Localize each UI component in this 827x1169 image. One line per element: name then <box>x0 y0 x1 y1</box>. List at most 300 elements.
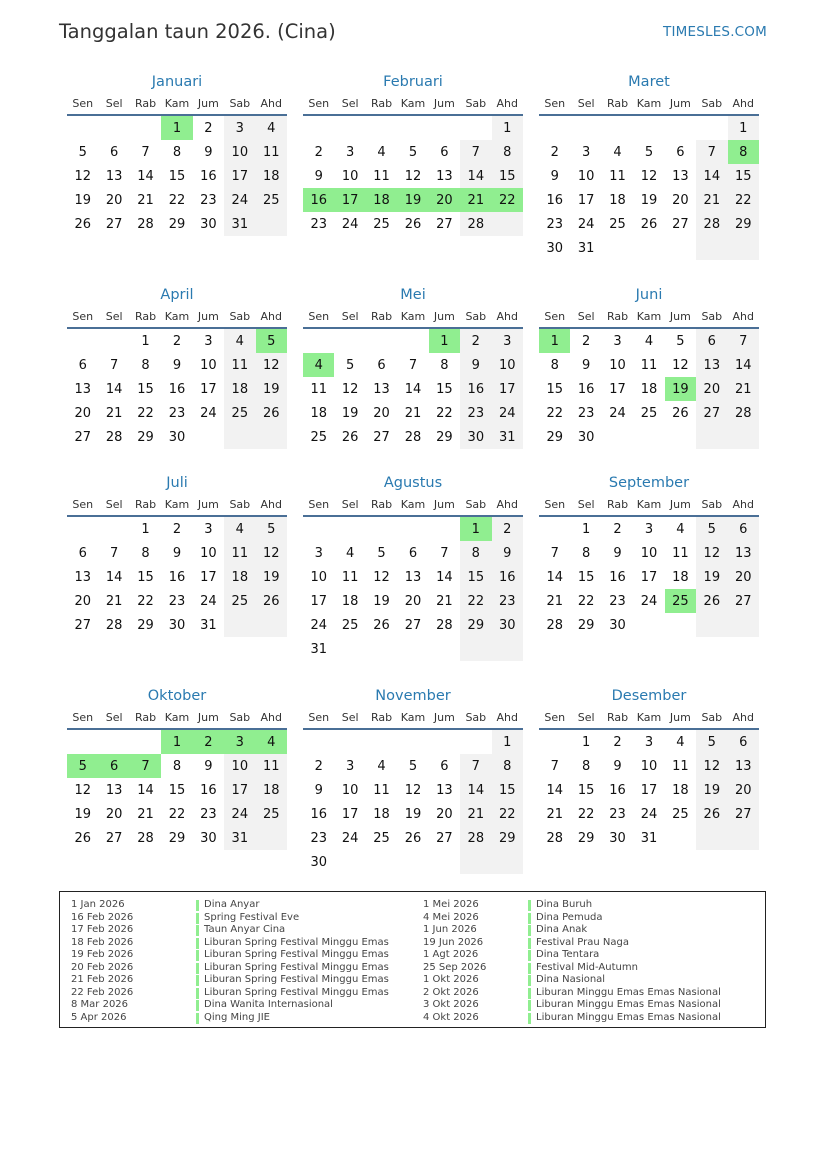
day-cell[interactable]: 12 <box>373 569 390 585</box>
day-cell[interactable]: 18 <box>672 782 689 798</box>
day-cell[interactable]: 2 <box>314 758 323 774</box>
day-cell[interactable]: 5 <box>408 144 418 160</box>
day-cell[interactable]: 25 <box>224 401 255 425</box>
day-cell[interactable]: 11 <box>640 357 658 373</box>
day-cell[interactable]: 3 <box>644 521 654 537</box>
day-cell[interactable]: 14 <box>460 778 491 802</box>
day-cell[interactable]: 10 <box>609 357 626 373</box>
day-cell[interactable]: 3 <box>613 333 622 349</box>
day-cell[interactable]: 14 <box>105 381 123 397</box>
day-cell[interactable]: 2 <box>550 144 559 160</box>
day-cell[interactable]: 15 <box>137 381 154 397</box>
day-cell[interactable]: 13 <box>728 754 759 778</box>
day-cell[interactable]: 28 <box>696 212 727 236</box>
day-cell[interactable]: 15 <box>492 778 523 802</box>
day-cell[interactable]: 19 <box>404 806 422 822</box>
day-cell[interactable]: 28 <box>546 830 563 846</box>
day-cell[interactable]: 4 <box>256 729 287 754</box>
day-cell[interactable]: 17 <box>577 192 595 208</box>
day-cell[interactable]: 23 <box>460 401 491 425</box>
day-cell[interactable]: 17 <box>224 164 255 188</box>
day-cell[interactable]: 19 <box>640 192 658 208</box>
day-cell[interactable]: 21 <box>696 188 727 212</box>
day-cell[interactable]: 8 <box>728 140 759 164</box>
day-cell[interactable]: 20 <box>728 565 759 589</box>
day-cell[interactable]: 28 <box>105 617 123 633</box>
day-cell[interactable]: 28 <box>460 212 491 236</box>
day-cell[interactable]: 20 <box>436 806 453 822</box>
day-cell[interactable]: 2 <box>172 333 182 349</box>
day-cell[interactable]: 13 <box>105 782 123 798</box>
day-cell[interactable]: 22 <box>137 405 154 421</box>
day-cell[interactable]: 27 <box>696 401 727 425</box>
day-cell[interactable]: 4 <box>224 516 255 541</box>
day-cell[interactable]: 15 <box>728 164 759 188</box>
day-cell[interactable]: 16 <box>303 188 334 212</box>
day-cell[interactable]: 12 <box>696 754 727 778</box>
day-cell[interactable]: 27 <box>728 589 759 613</box>
day-cell[interactable]: 17 <box>200 569 217 585</box>
day-cell[interactable]: 16 <box>460 377 491 401</box>
day-cell[interactable]: 11 <box>341 569 359 585</box>
day-cell[interactable]: 29 <box>137 617 154 633</box>
day-cell[interactable]: 29 <box>137 429 154 445</box>
day-cell[interactable]: 22 <box>137 593 154 609</box>
day-cell[interactable]: 22 <box>492 802 523 826</box>
day-cell[interactable]: 23 <box>200 806 217 822</box>
day-cell[interactable]: 24 <box>341 216 359 232</box>
day-cell[interactable]: 7 <box>408 357 418 373</box>
day-cell[interactable]: 30 <box>609 617 626 633</box>
day-cell[interactable]: 31 <box>492 425 523 449</box>
day-cell[interactable]: 18 <box>310 405 327 421</box>
day-cell[interactable]: 7 <box>550 758 559 774</box>
day-cell[interactable]: 20 <box>74 593 91 609</box>
day-cell[interactable]: 6 <box>78 545 87 561</box>
day-cell[interactable]: 23 <box>492 589 523 613</box>
day-cell[interactable]: 23 <box>168 405 186 421</box>
day-cell[interactable]: 3 <box>224 729 255 754</box>
day-cell[interactable]: 4 <box>224 328 255 353</box>
day-cell[interactable]: 31 <box>577 240 595 256</box>
day-cell[interactable]: 11 <box>224 353 255 377</box>
day-cell[interactable]: 3 <box>204 333 213 349</box>
day-cell[interactable]: 26 <box>404 216 422 232</box>
day-cell[interactable]: 2 <box>492 516 523 541</box>
day-cell[interactable]: 28 <box>546 617 563 633</box>
day-cell[interactable]: 8 <box>581 758 591 774</box>
day-cell[interactable]: 18 <box>672 569 689 585</box>
day-cell[interactable]: 21 <box>546 593 563 609</box>
day-cell[interactable]: 8 <box>492 140 523 164</box>
day-cell[interactable]: 1 <box>460 516 491 541</box>
day-cell[interactable]: 20 <box>696 377 727 401</box>
day-cell[interactable]: 9 <box>204 144 213 160</box>
day-cell[interactable]: 29 <box>168 830 186 846</box>
day-cell[interactable]: 18 <box>256 778 287 802</box>
day-cell[interactable]: 4 <box>676 734 685 750</box>
day-cell[interactable]: 12 <box>640 168 658 184</box>
day-cell[interactable]: 28 <box>404 429 422 445</box>
day-cell[interactable]: 14 <box>137 782 154 798</box>
day-cell[interactable]: 12 <box>404 782 422 798</box>
day-cell[interactable]: 6 <box>98 754 129 778</box>
day-cell[interactable]: 25 <box>256 188 287 212</box>
day-cell[interactable]: 17 <box>224 778 255 802</box>
day-cell[interactable]: 13 <box>696 353 727 377</box>
day-cell[interactable]: 16 <box>200 782 217 798</box>
day-cell[interactable]: 11 <box>310 381 327 397</box>
day-cell[interactable]: 27 <box>74 429 91 445</box>
day-cell[interactable]: 22 <box>546 405 563 421</box>
day-cell[interactable]: 27 <box>436 216 453 232</box>
day-cell[interactable]: 21 <box>460 188 491 212</box>
day-cell[interactable]: 10 <box>640 545 658 561</box>
day-cell[interactable]: 1 <box>141 521 150 537</box>
day-cell[interactable]: 18 <box>341 593 359 609</box>
day-cell[interactable]: 17 <box>492 377 523 401</box>
day-cell[interactable]: 22 <box>436 405 453 421</box>
day-cell[interactable]: 28 <box>137 216 154 232</box>
day-cell[interactable]: 26 <box>74 216 91 232</box>
day-cell[interactable]: 26 <box>373 617 390 633</box>
day-cell[interactable]: 8 <box>440 357 449 373</box>
day-cell[interactable]: 28 <box>137 830 154 846</box>
day-cell[interactable]: 4 <box>303 353 334 377</box>
day-cell[interactable]: 12 <box>74 168 91 184</box>
day-cell[interactable]: 2 <box>314 144 323 160</box>
day-cell[interactable]: 26 <box>341 429 359 445</box>
day-cell[interactable]: 29 <box>546 429 563 445</box>
day-cell[interactable]: 23 <box>168 593 186 609</box>
day-cell[interactable]: 29 <box>460 613 491 637</box>
day-cell[interactable]: 30 <box>577 429 595 445</box>
day-cell[interactable]: 17 <box>341 806 359 822</box>
day-cell[interactable]: 14 <box>436 569 453 585</box>
day-cell[interactable]: 28 <box>460 826 491 850</box>
day-cell[interactable]: 21 <box>404 405 422 421</box>
day-cell[interactable]: 4 <box>256 115 287 140</box>
day-cell[interactable]: 5 <box>345 357 355 373</box>
day-cell[interactable]: 30 <box>168 617 186 633</box>
day-cell[interactable]: 16 <box>609 569 626 585</box>
day-cell[interactable]: 27 <box>105 216 123 232</box>
day-cell[interactable]: 19 <box>256 377 287 401</box>
day-cell[interactable]: 19 <box>256 565 287 589</box>
day-cell[interactable]: 25 <box>373 830 390 846</box>
day-cell[interactable]: 22 <box>168 806 186 822</box>
day-cell[interactable]: 23 <box>200 192 217 208</box>
day-cell[interactable]: 1 <box>581 734 591 750</box>
day-cell[interactable]: 5 <box>67 754 98 778</box>
day-cell[interactable]: 29 <box>492 826 523 850</box>
day-cell[interactable]: 31 <box>640 830 658 846</box>
day-cell[interactable]: 9 <box>172 357 182 373</box>
day-cell[interactable]: 27 <box>404 617 422 633</box>
day-cell[interactable]: 1 <box>429 328 460 353</box>
day-cell[interactable]: 27 <box>373 429 390 445</box>
day-cell[interactable]: 11 <box>224 541 255 565</box>
day-cell[interactable]: 14 <box>460 164 491 188</box>
day-cell[interactable]: 24 <box>224 802 255 826</box>
day-cell[interactable]: 26 <box>74 830 91 846</box>
day-cell[interactable]: 16 <box>310 806 327 822</box>
day-cell[interactable]: 3 <box>345 758 355 774</box>
day-cell[interactable]: 1 <box>728 115 759 140</box>
day-cell[interactable]: 10 <box>224 754 255 778</box>
day-cell[interactable]: 7 <box>109 545 119 561</box>
brand-link[interactable]: TIMESLES.COM <box>663 24 767 40</box>
day-cell[interactable]: 13 <box>436 168 453 184</box>
day-cell[interactable]: 30 <box>168 429 186 445</box>
day-cell[interactable]: 14 <box>137 168 154 184</box>
day-cell[interactable]: 27 <box>74 617 91 633</box>
day-cell[interactable]: 21 <box>436 593 453 609</box>
day-cell[interactable]: 7 <box>550 545 559 561</box>
day-cell[interactable]: 13 <box>672 168 689 184</box>
day-cell[interactable]: 29 <box>436 429 453 445</box>
day-cell[interactable]: 22 <box>168 192 186 208</box>
day-cell[interactable]: 25 <box>665 589 696 613</box>
day-cell[interactable]: 8 <box>172 144 182 160</box>
day-cell[interactable]: 9 <box>581 357 591 373</box>
day-cell[interactable]: 2 <box>204 120 213 136</box>
day-cell[interactable]: 1 <box>161 729 192 754</box>
day-cell[interactable]: 24 <box>224 188 255 212</box>
day-cell[interactable]: 15 <box>577 569 595 585</box>
day-cell[interactable]: 1 <box>539 328 570 353</box>
day-cell[interactable]: 25 <box>224 589 255 613</box>
day-cell[interactable]: 6 <box>728 729 759 754</box>
day-cell[interactable]: 23 <box>609 593 626 609</box>
day-cell[interactable]: 7 <box>440 545 449 561</box>
day-cell[interactable]: 10 <box>341 168 359 184</box>
day-cell[interactable]: 5 <box>644 144 654 160</box>
day-cell[interactable]: 15 <box>137 569 154 585</box>
day-cell[interactable]: 23 <box>577 405 595 421</box>
day-cell[interactable]: 24 <box>492 401 523 425</box>
day-cell[interactable]: 9 <box>314 782 323 798</box>
day-cell[interactable]: 15 <box>168 782 186 798</box>
day-cell[interactable]: 23 <box>546 216 563 232</box>
day-cell[interactable]: 19 <box>696 565 727 589</box>
day-cell[interactable]: 27 <box>436 830 453 846</box>
day-cell[interactable]: 24 <box>200 593 217 609</box>
day-cell[interactable]: 11 <box>672 758 689 774</box>
day-cell[interactable]: 12 <box>404 168 422 184</box>
day-cell[interactable]: 23 <box>310 830 327 846</box>
day-cell[interactable]: 6 <box>78 357 87 373</box>
day-cell[interactable]: 19 <box>341 405 359 421</box>
day-cell[interactable]: 7 <box>460 754 491 778</box>
day-cell[interactable]: 21 <box>546 806 563 822</box>
day-cell[interactable]: 15 <box>436 381 453 397</box>
day-cell[interactable]: 9 <box>172 545 182 561</box>
day-cell[interactable]: 20 <box>672 192 689 208</box>
day-cell[interactable]: 18 <box>366 188 397 212</box>
day-cell[interactable]: 24 <box>640 593 658 609</box>
day-cell[interactable]: 17 <box>640 782 658 798</box>
day-cell[interactable]: 25 <box>672 806 689 822</box>
day-cell[interactable]: 14 <box>728 353 759 377</box>
day-cell[interactable]: 11 <box>672 545 689 561</box>
day-cell[interactable]: 22 <box>577 806 595 822</box>
day-cell[interactable]: 10 <box>640 758 658 774</box>
day-cell[interactable]: 22 <box>728 188 759 212</box>
day-cell[interactable]: 23 <box>609 806 626 822</box>
day-cell[interactable]: 3 <box>314 545 323 561</box>
day-cell[interactable]: 10 <box>577 168 595 184</box>
day-cell[interactable]: 7 <box>141 144 150 160</box>
day-cell[interactable]: 21 <box>137 806 154 822</box>
day-cell[interactable]: 8 <box>581 545 591 561</box>
day-cell[interactable]: 27 <box>672 216 689 232</box>
day-cell[interactable]: 25 <box>640 405 658 421</box>
day-cell[interactable]: 6 <box>440 758 449 774</box>
day-cell[interactable]: 6 <box>408 545 418 561</box>
day-cell[interactable]: 25 <box>256 802 287 826</box>
day-cell[interactable]: 1 <box>141 333 150 349</box>
day-cell[interactable]: 3 <box>204 521 213 537</box>
day-cell[interactable]: 9 <box>613 545 622 561</box>
day-cell[interactable]: 16 <box>200 168 217 184</box>
day-cell[interactable]: 6 <box>696 328 727 353</box>
day-cell[interactable]: 10 <box>341 782 359 798</box>
day-cell[interactable]: 4 <box>377 144 386 160</box>
day-cell[interactable]: 8 <box>141 545 150 561</box>
day-cell[interactable]: 31 <box>224 826 255 850</box>
day-cell[interactable]: 26 <box>404 830 422 846</box>
day-cell[interactable]: 20 <box>74 405 91 421</box>
day-cell[interactable]: 30 <box>200 216 217 232</box>
day-cell[interactable]: 9 <box>204 758 213 774</box>
day-cell[interactable]: 10 <box>200 545 217 561</box>
day-cell[interactable]: 7 <box>460 140 491 164</box>
day-cell[interactable]: 7 <box>109 357 119 373</box>
day-cell[interactable]: 17 <box>609 381 626 397</box>
day-cell[interactable]: 19 <box>696 778 727 802</box>
day-cell[interactable]: 9 <box>492 541 523 565</box>
day-cell[interactable]: 9 <box>550 168 559 184</box>
day-cell[interactable]: 29 <box>168 216 186 232</box>
day-cell[interactable]: 23 <box>310 216 327 232</box>
day-cell[interactable]: 9 <box>314 168 323 184</box>
day-cell[interactable]: 5 <box>696 516 727 541</box>
day-cell[interactable]: 19 <box>665 377 696 401</box>
day-cell[interactable]: 5 <box>256 328 287 353</box>
day-cell[interactable]: 26 <box>256 401 287 425</box>
day-cell[interactable]: 3 <box>224 115 255 140</box>
day-cell[interactable]: 2 <box>460 328 491 353</box>
day-cell[interactable]: 14 <box>404 381 422 397</box>
day-cell[interactable]: 5 <box>408 758 418 774</box>
day-cell[interactable]: 28 <box>728 401 759 425</box>
day-cell[interactable]: 11 <box>609 168 626 184</box>
day-cell[interactable]: 11 <box>256 754 287 778</box>
day-cell[interactable]: 4 <box>644 333 654 349</box>
day-cell[interactable]: 25 <box>341 617 359 633</box>
day-cell[interactable]: 12 <box>256 541 287 565</box>
day-cell[interactable]: 18 <box>224 377 255 401</box>
day-cell[interactable]: 24 <box>640 806 658 822</box>
day-cell[interactable]: 26 <box>696 589 727 613</box>
day-cell[interactable]: 6 <box>109 144 119 160</box>
day-cell[interactable]: 29 <box>577 617 595 633</box>
day-cell[interactable]: 21 <box>105 593 123 609</box>
day-cell[interactable]: 25 <box>609 216 626 232</box>
day-cell[interactable]: 11 <box>256 140 287 164</box>
day-cell[interactable]: 27 <box>105 830 123 846</box>
day-cell[interactable]: 4 <box>345 545 355 561</box>
day-cell[interactable]: 26 <box>696 802 727 826</box>
day-cell[interactable]: 6 <box>728 516 759 541</box>
day-cell[interactable]: 26 <box>256 589 287 613</box>
day-cell[interactable]: 14 <box>546 782 563 798</box>
day-cell[interactable]: 5 <box>256 516 287 541</box>
day-cell[interactable]: 1 <box>581 521 591 537</box>
day-cell[interactable]: 17 <box>334 188 365 212</box>
day-cell[interactable]: 15 <box>168 168 186 184</box>
day-cell[interactable]: 6 <box>440 144 449 160</box>
day-cell[interactable]: 14 <box>696 164 727 188</box>
day-cell[interactable]: 25 <box>373 216 390 232</box>
day-cell[interactable]: 3 <box>644 734 654 750</box>
day-cell[interactable]: 8 <box>141 357 150 373</box>
day-cell[interactable]: 24 <box>341 830 359 846</box>
day-cell[interactable]: 12 <box>256 353 287 377</box>
day-cell[interactable]: 6 <box>676 144 685 160</box>
day-cell[interactable]: 30 <box>460 425 491 449</box>
day-cell[interactable]: 5 <box>78 144 87 160</box>
day-cell[interactable]: 7 <box>696 140 727 164</box>
day-cell[interactable]: 5 <box>377 545 386 561</box>
day-cell[interactable]: 9 <box>613 758 622 774</box>
day-cell[interactable]: 2 <box>172 521 182 537</box>
day-cell[interactable]: 24 <box>609 405 626 421</box>
day-cell[interactable]: 2 <box>613 734 622 750</box>
day-cell[interactable]: 13 <box>404 569 422 585</box>
day-cell[interactable]: 9 <box>460 353 491 377</box>
day-cell[interactable]: 17 <box>640 569 658 585</box>
day-cell[interactable]: 21 <box>137 192 154 208</box>
day-cell[interactable]: 20 <box>373 405 390 421</box>
day-cell[interactable]: 24 <box>577 216 595 232</box>
day-cell[interactable]: 3 <box>345 144 355 160</box>
day-cell[interactable]: 20 <box>429 188 460 212</box>
day-cell[interactable]: 26 <box>640 216 658 232</box>
day-cell[interactable]: 20 <box>105 192 123 208</box>
day-cell[interactable]: 29 <box>728 212 759 236</box>
day-cell[interactable]: 1 <box>492 729 523 754</box>
day-cell[interactable]: 25 <box>310 429 327 445</box>
day-cell[interactable]: 18 <box>224 565 255 589</box>
day-cell[interactable]: 16 <box>168 569 186 585</box>
day-cell[interactable]: 7 <box>728 328 759 353</box>
day-cell[interactable]: 21 <box>728 377 759 401</box>
day-cell[interactable]: 14 <box>546 569 563 585</box>
day-cell[interactable]: 29 <box>577 830 595 846</box>
day-cell[interactable]: 1 <box>161 115 192 140</box>
day-cell[interactable]: 12 <box>74 782 91 798</box>
day-cell[interactable]: 16 <box>609 782 626 798</box>
day-cell[interactable]: 12 <box>341 381 359 397</box>
day-cell[interactable]: 18 <box>373 806 390 822</box>
day-cell[interactable]: 15 <box>460 565 491 589</box>
day-cell[interactable]: 30 <box>200 830 217 846</box>
day-cell[interactable]: 17 <box>310 593 327 609</box>
day-cell[interactable]: 16 <box>168 381 186 397</box>
day-cell[interactable]: 21 <box>460 802 491 826</box>
